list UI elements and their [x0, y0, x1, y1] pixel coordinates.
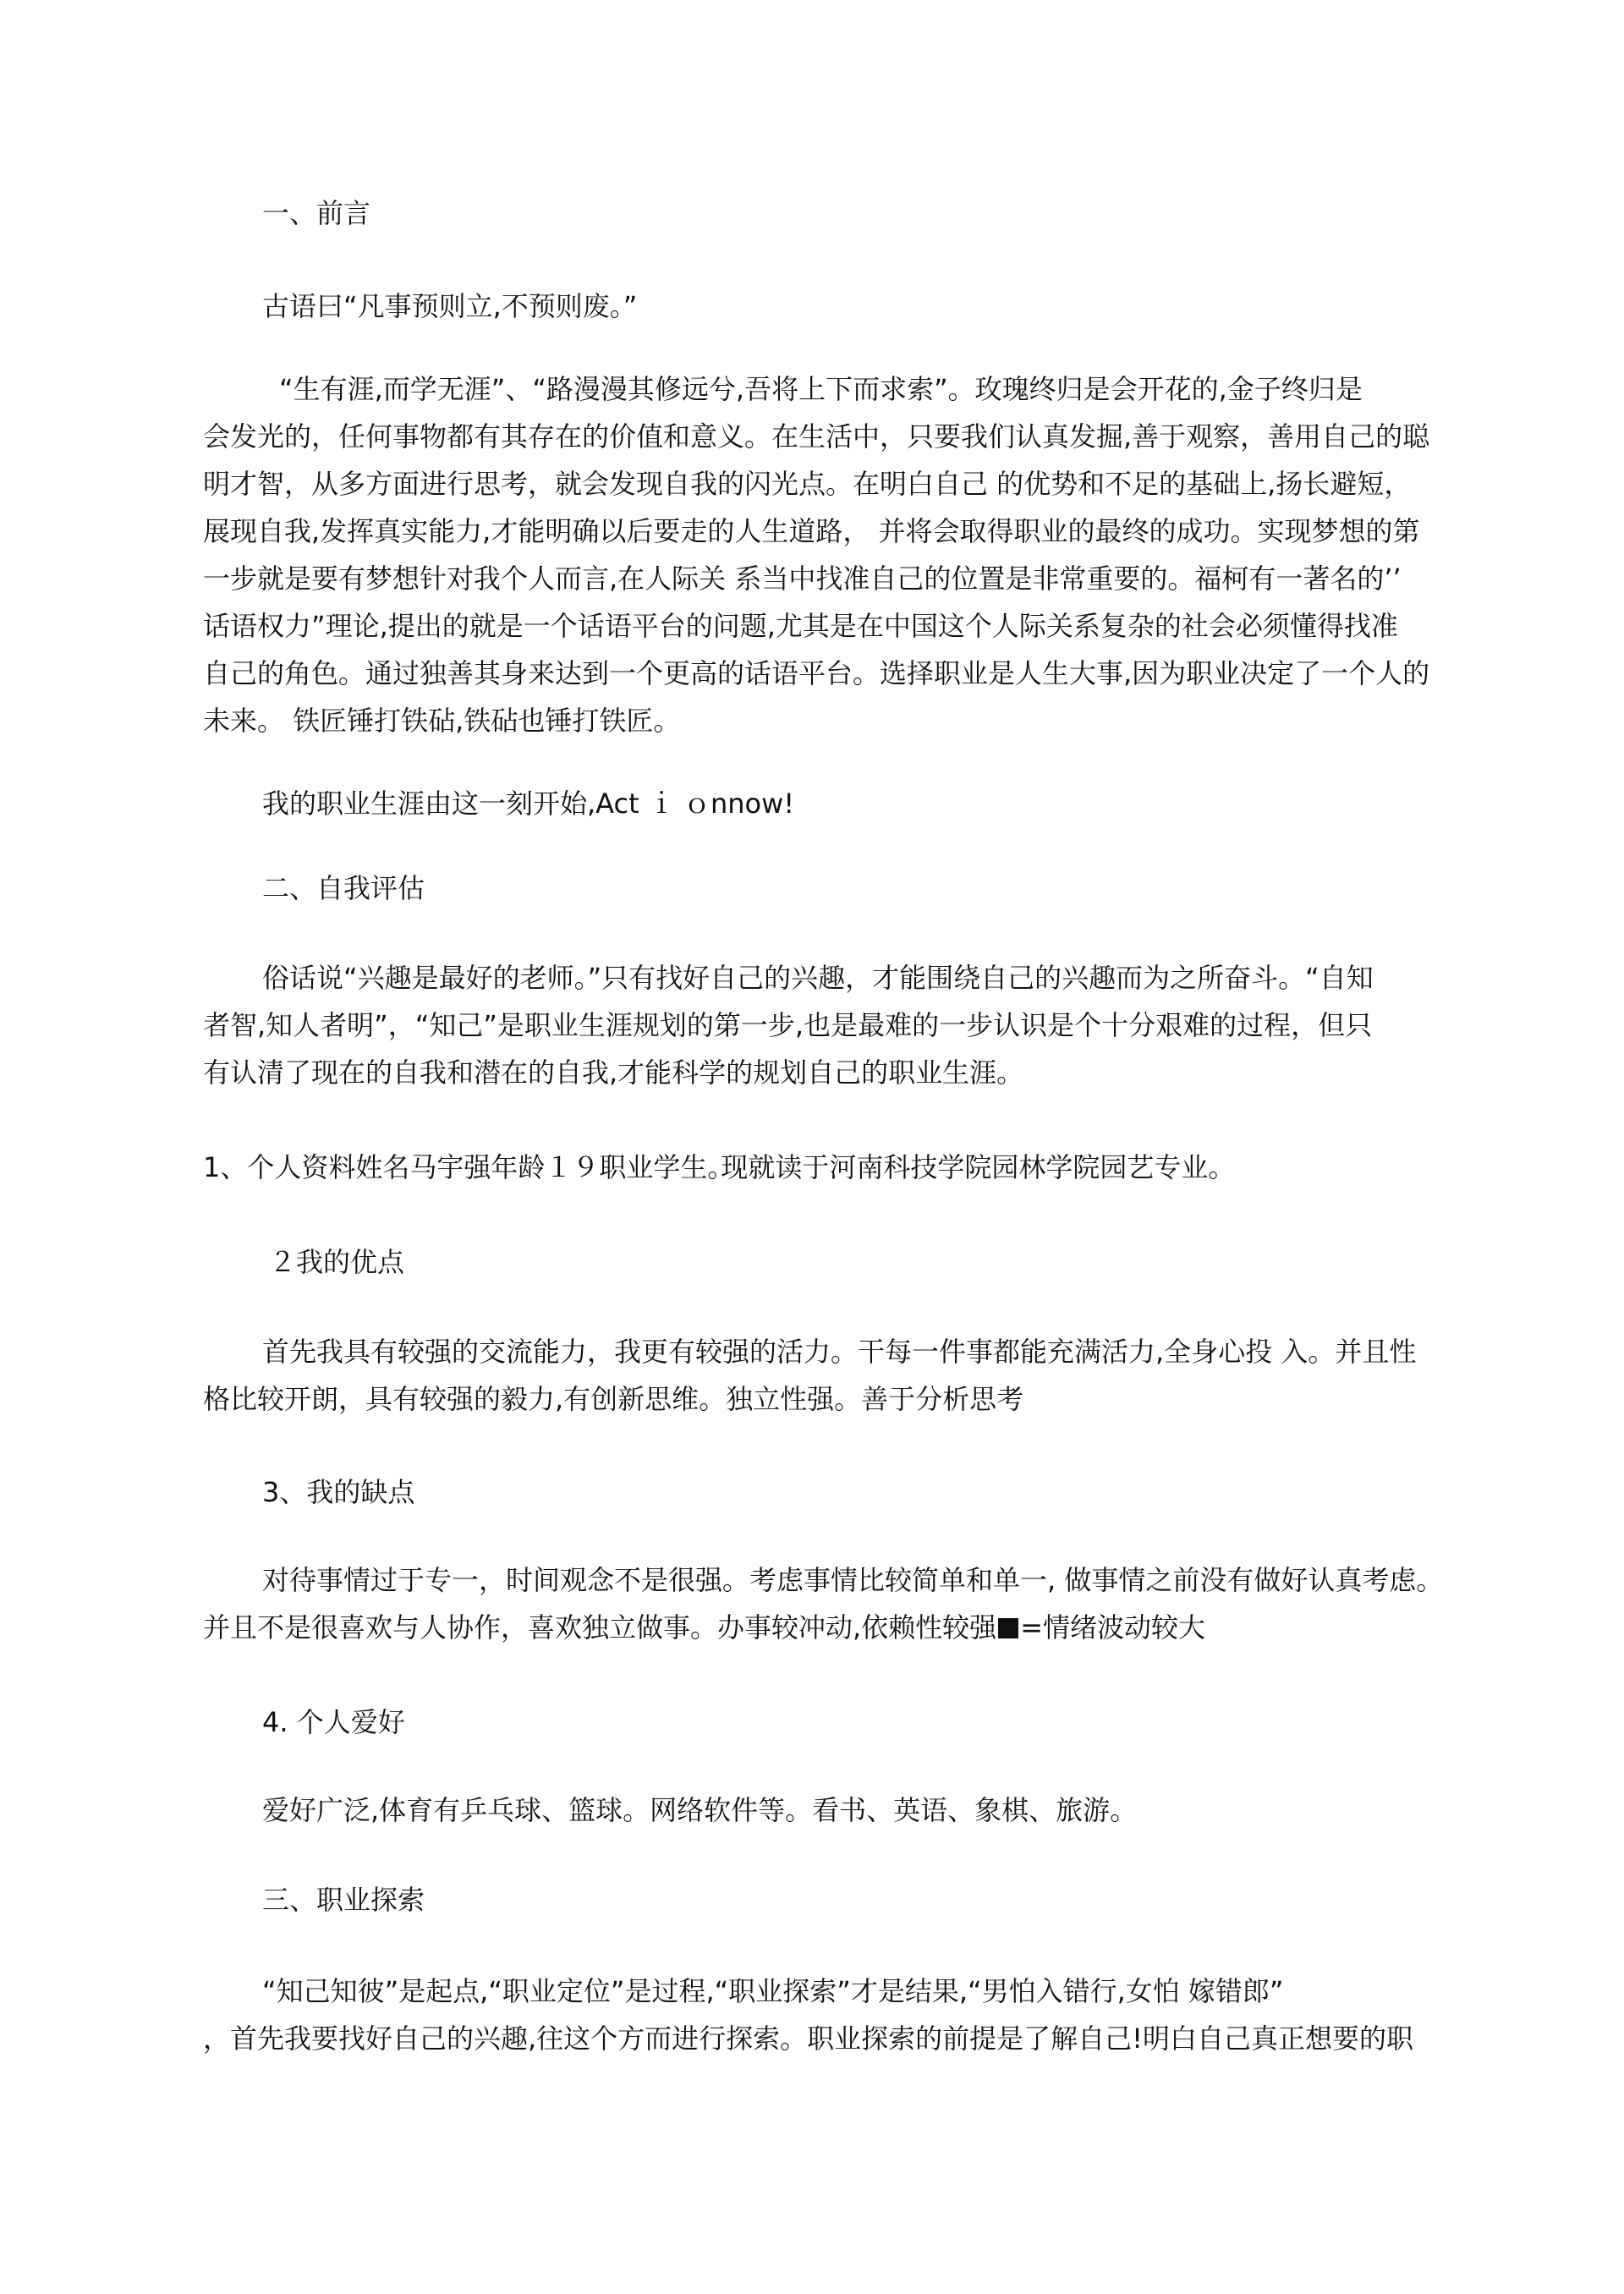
weaknesses-heading: 3、我的缺点 [262, 1476, 415, 1508]
strengths-line: 首先我具有较强的交流能力，我更有较强的活力。干每一件事都能充满活力,全身心投 入。并且性 [262, 1336, 1417, 1368]
strengths-heading: ２我的优点 [269, 1246, 405, 1278]
hobbies-text: 爱好广泛,体育有乒乓球、篮球。网络软件等。看书、英语、象棋、旅游。 [262, 1794, 1138, 1826]
section-heading-career-exploration: 三、职业探索 [262, 1884, 425, 1916]
career-exploration-line: “知己知彼”是起点,“职业定位”是过程,“职业探索”才是结果,“男怕入错行,女怕 嫁错郎” [262, 1975, 1284, 2007]
career-exploration-line: ，首先我要找好自己的兴趣,往这个方而进行探索。职业探索的前提是了解自己!明白自己真正想要的职 [203, 2022, 1414, 2055]
filled-square-icon [998, 1618, 1018, 1638]
preface-paragraph-line: 自己的角色。通过独善其身来达到一个更高的话语平台。选择职业是人生大事,因为职业决定了一个人的 [203, 657, 1430, 689]
self-assessment-intro-line: 有认清了现在的自我和潜在的自我,才能科学的规划自己的职业生涯。 [203, 1056, 1024, 1089]
preface-paragraph-line: 未来。 铁匠锤打铁砧,铁砧也锤打铁匠。 [203, 705, 681, 737]
preface-paragraph-line: 话语权力”理论,提出的就是一个话语平台的问题,尤其是在中国这个人际关系复杂的社会必须懂得找准 [203, 610, 1398, 642]
preface-closing: 我的职业生涯由这一刻开始,Act ｉ ｏnnow! [262, 788, 795, 820]
preface-paragraph-line: 一步就是要有梦想针对我个人而言,在人际关 系当中找准自己的位置是非常重要的。福柯有一著名的’’ [203, 563, 1402, 595]
preface-quote: 古语曰“凡事预则立,不预则废。” [262, 290, 638, 322]
weaknesses-line [203, 1611, 1205, 1644]
section-heading-self-assessment: 二、自我评估 [262, 872, 425, 904]
preface-paragraph-line: 会发光的，任何事物都有其存在的价值和意义。在生活中，只要我们认真发掘,善于观察，善用自己的聪 [203, 420, 1430, 453]
self-assessment-intro-line: 者智,知人者明”，“知己”是职业生涯规划的第一步,也是最难的一步认识是个十分艰难的过程，但只 [203, 1009, 1373, 1041]
preface-paragraph-line: 展现自我,发挥真实能力,才能明确以后要走的人生道路， 并将会取得职业的最终的成功。实现梦想的第 [203, 515, 1420, 547]
preface-paragraph-line: “生有涯,而学无涯”、“路漫漫其修远兮,吾将上下而求索”。玫瑰终归是会开花的,金子终归是 [279, 373, 1363, 405]
weaknesses-line: 对待事情过于专一，时间观念不是很强。考虑事情比较简单和单一, 做事情之前没有做好认真考虑。 [262, 1564, 1444, 1596]
self-assessment-intro-line: 俗话说“兴趣是最好的老师。”只有找好自己的兴趣，才能围绕自己的兴趣而为之所奋斗。“自知 [262, 962, 1374, 994]
section-heading-preface: 一、前言 [262, 197, 371, 229]
personal-info-item: 1、个人资料姓名马宇强年龄１９职业学生｡现就读于河南科技学院园林学院园艺专业。 [203, 1151, 1236, 1183]
strengths-line: 格比较开朗，具有较强的毅力,有创新思维。独立性强。善于分析思考 [203, 1383, 1024, 1415]
weaknesses-line-part: 并且不是很喜欢与人协作，喜欢独立做事。办事较冲动,依赖性较强 [203, 1611, 997, 1644]
weaknesses-line-part: =情绪波动较大 [1020, 1611, 1206, 1644]
preface-paragraph-line: 明才智，从多方面进行思考，就会发现自我的闪光点。在明白自己 的优势和不足的基础上,扬长避短， [203, 468, 1412, 500]
hobbies-heading: 4. 个人爱好 [262, 1706, 405, 1738]
